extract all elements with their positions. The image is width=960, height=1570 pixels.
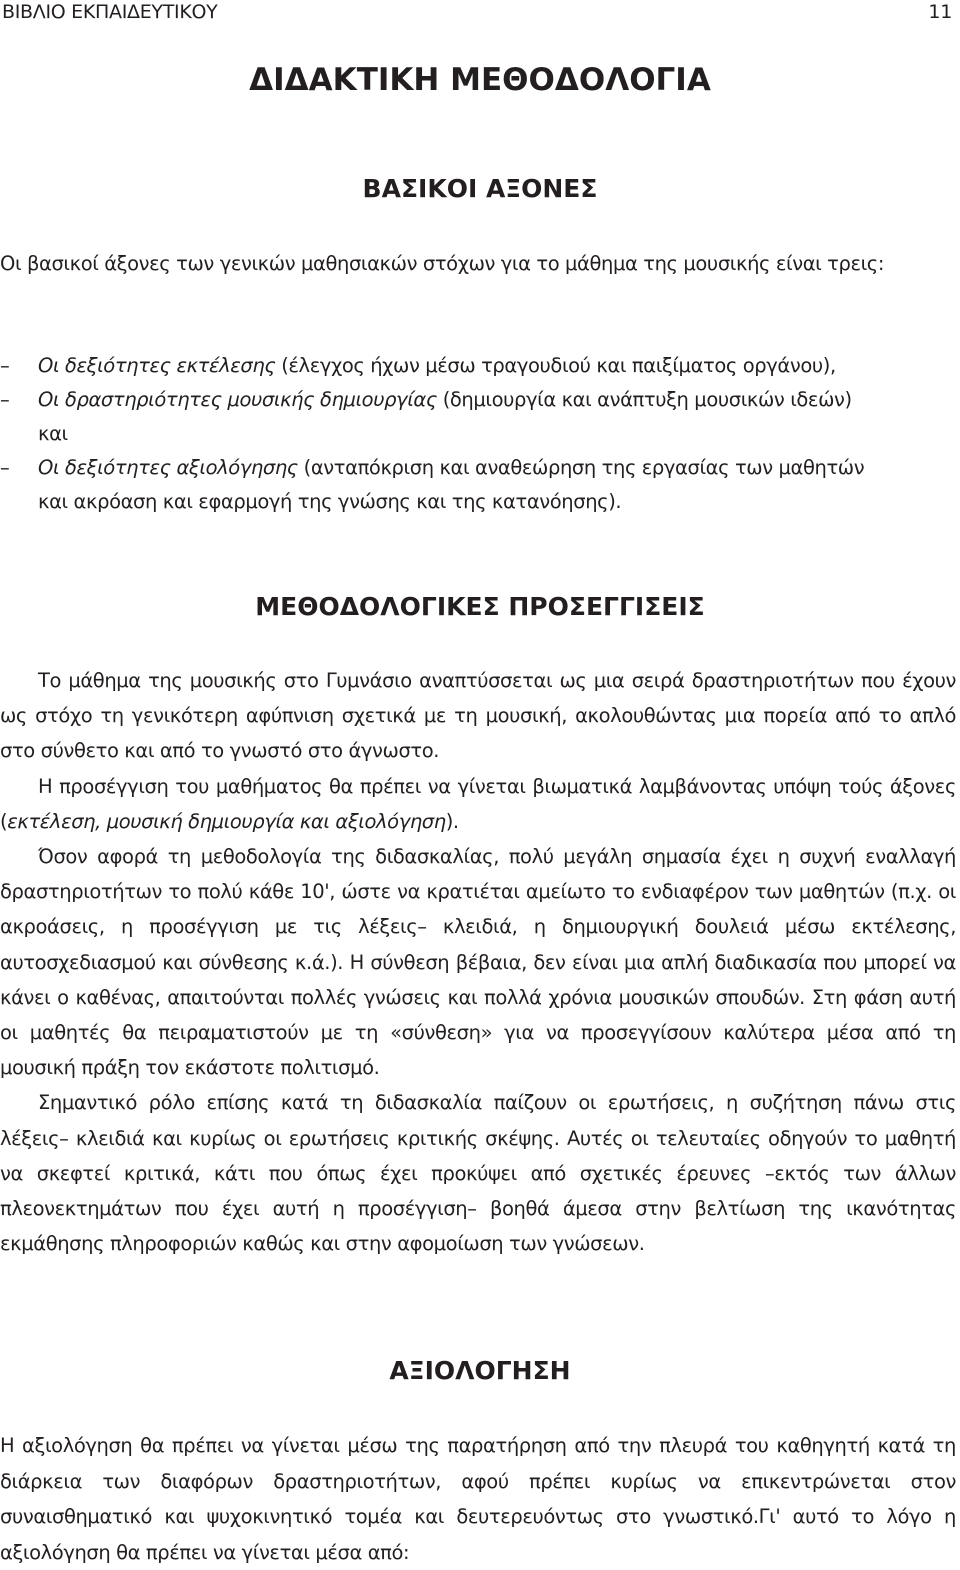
methodology-paragraph-1: Το μάθημα της μουσικής στο Γυμνάσιο αναπτύσσεται ως μια σειρά δραστηριοτήτων που έχουν ως στόχο τη γενικότερη αφύπνιση σχετικά με τη μουσική, ακολουθώντας μια πορεία από το απλό στο σύνθετο και από το γνωστό στο άγνωστο. [0,669,956,763]
paragraph-emphasis: εκτέλεση, μουσική δημιουργία και αξιολόγηση [7,809,446,833]
axes-list [0,349,956,519]
list-dash: – [0,456,10,479]
section-heading-assessment: ΑΞΙΟΛΟΓΗΣΗ [389,1356,571,1385]
page-number: 11 [928,1,952,23]
section-heading-methodological-approaches: ΜΕΘΟΔΟΛΟΓΙΚΕΣ ΠΡΟΣΕΓΓΙΣΕΙΣ [255,592,705,621]
list-item-emphasis: Οι δεξιότητες εκτέλεσης [38,354,276,377]
list-dash: – [0,354,10,377]
list-item-continuation: και ακρόαση και εφαρμογή της γνώσης και της κατανόησης). [38,490,622,513]
intro-paragraph [0,247,956,280]
list-item-text: (έλεγχος ήχων μέσω τραγουδιού και παιξίματος οργάνου), [275,354,836,377]
methodology-text [0,663,956,1261]
assessment-text [0,1428,956,1570]
list-item-emphasis: Οι δραστηριότητες μουσικής δημιουργίας [38,388,437,411]
page-title: ΔΙΔΑΚΤΙΚΗ ΜΕΘΟΔΟΛΟΓΙΑ [249,62,711,98]
assessment-paragraph: Η αξιολόγηση θα πρέπει να γίνεται μέσω της παρατήρηση από την πλευρά του καθηγητή κατά τη διάρκεια των διαφόρων δραστηριοτήτων, αφού πρέπει κυρίως να επικεντρώνεται στον συναισθηματικό και ψυχοκινητικό τομέα και δευτερευόντως στο γνωστικό.Γι' αυτό το λόγο η αξιολόγηση θα πρέπει να γίνεται μέσα από: [0,1434,956,1564]
intro-text: Οι βασικοί άξονες των γενικών μαθησιακών στόχων για το μάθημα της μουσικής είναι τρεις: [0,252,885,275]
section-heading-basic-axes: ΒΑΣΙΚΟΙ ΑΞΟΝΕΣ [362,174,598,203]
paragraph-text: Η προσέγγιση του μαθήματος θα πρέπει να γίνεται βιωματικά λαμβάνοντας υπόψη τούς άξονες ( [0,774,956,833]
list-item-emphasis: Οι δεξιότητες αξιολόγησης [38,456,298,479]
methodology-paragraph-4: Σημαντικό ρόλο επίσης κατά τη διδασκαλία παίζουν οι ερωτήσεις, η συζήτηση πάνω στις λέξεις– κλειδιά και κυρίως οι ερωτήσεις κριτικής σκέψης. Αυτές οι τελευταίες οδηγούν το μαθητή να σκεφτεί κριτικά, κάτι που όπως έχει προκύψει από σχετικές έρευνες –εκτός των άλλων πλεονεκτημάτων που έχει αυτή η προσέγγιση– βοηθά άμεσα στην βελτίωση της ικανότητας εκμάθησης πληροφοριών καθώς και στην αφομοίωση των γνώσεων. [0,1091,956,1256]
list-item [0,349,956,383]
list-item-text: (ανταπόκριση και αναθεώρηση της εργασίας των μαθητών [297,456,865,479]
paragraph-text: ). [445,809,459,833]
list-dash: – [0,388,10,411]
methodology-paragraph-2 [0,769,956,839]
book-title: ΒΙΒΛΙΟ ΕΚΠΑΙΔΕΥΤΙΚΟΥ [2,1,218,23]
list-item [0,451,956,485]
list-item-continuation: και [38,422,68,445]
page-header [2,0,952,24]
list-item [0,383,956,417]
list-item-text: (δημιουργία και ανάπτυξη μουσικών ιδεών) [436,388,852,411]
methodology-paragraph-3: Όσον αφορά τη μεθοδολογία της διδασκαλίας, πολύ μεγάλη σημασία έχει η συχνή εναλλαγή δραστηριοτήτων το πολύ κάθε 10', ώστε να κρατιέται αμείωτο το ενδιαφέρον των μαθητών (π.χ. οι ακροάσεις, η προσέγγιση με τις λέξεις– κλειδιά, η δημιουργική δουλειά μέσω εκτέλεσης, αυτοσχεδιασμού και σύνθεσης κ.ά.). Η σύνθεση βέβαια, δεν είναι μια απλή διαδικασία που μπορεί να κάνει ο καθένας, απαιτούνται πολλές γνώσεις και πολλά χρόνια μουσικών σπουδών. Στη φάση αυτή οι μαθητές θα πειραματιστούν με τη «σύνθεση» για να προσεγγίσουν καλύτερα μέσα από τη μουσική πράξη τον εκάστοτε πολιτισμό. [0,845,956,1080]
